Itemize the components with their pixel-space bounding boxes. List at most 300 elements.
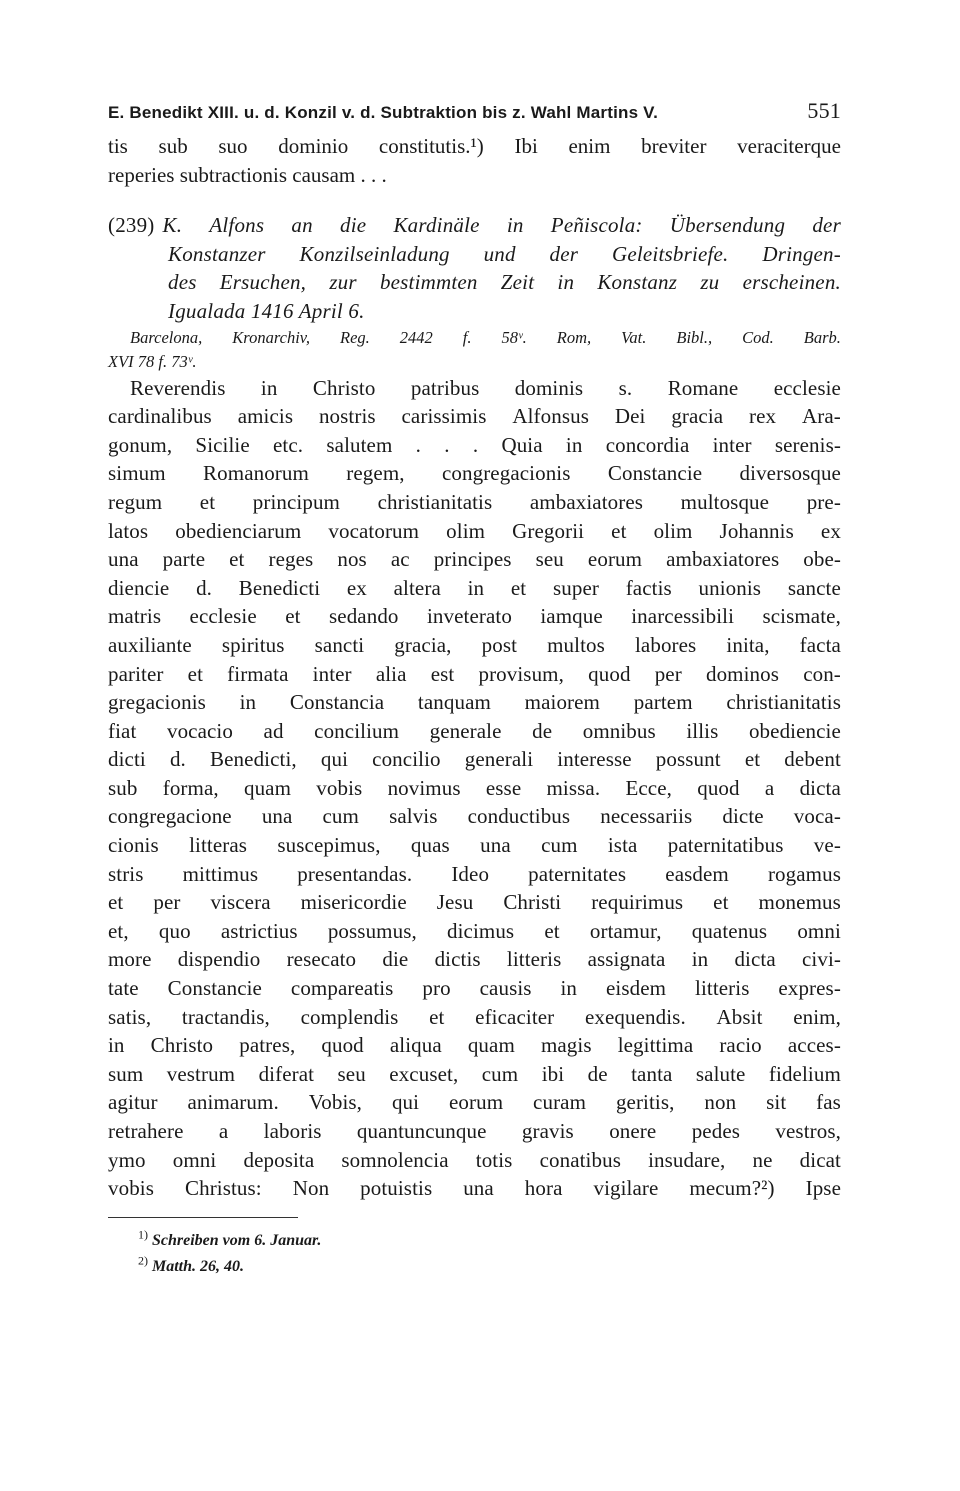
word: Christo: [150, 1033, 214, 1058]
word: .: [415, 432, 422, 457]
word: Barb.: [803, 327, 841, 347]
word: s.: [618, 375, 633, 400]
source-line: XVI 78 f. 73ᵛ.: [108, 351, 197, 371]
word: Christus:: [184, 1176, 262, 1201]
word: provisum,: [478, 661, 564, 686]
word: expres-: [778, 976, 841, 1001]
text-line: [108, 1060, 841, 1089]
word: in: [260, 375, 278, 400]
word: pariter: [108, 661, 164, 686]
word: hora: [524, 1176, 563, 1201]
word: Ipse: [805, 1176, 841, 1201]
entry-heading: [108, 211, 841, 325]
word: Quia: [501, 432, 543, 457]
word: quatenus: [691, 918, 768, 943]
word: Romane: [667, 375, 739, 400]
word: christianitatis: [726, 690, 841, 715]
word: nostris: [318, 404, 376, 429]
word: est: [430, 661, 455, 686]
word: omnibus: [582, 718, 656, 743]
text-line: [108, 1003, 841, 1032]
word: labores: [634, 632, 697, 657]
entry-number: (239): [108, 213, 155, 238]
text-line: [108, 431, 841, 460]
word: Reverendis: [130, 375, 226, 400]
word: causis: [479, 976, 532, 1001]
word: unionis: [698, 575, 762, 600]
word: partem: [633, 690, 693, 715]
word: diversosque: [739, 461, 841, 486]
word: 58ᵛ.: [501, 327, 527, 347]
word: christianitatis: [377, 489, 493, 514]
word: pro: [422, 976, 451, 1001]
word: rogamus: [767, 861, 841, 886]
text-line: [108, 945, 841, 974]
word: Romanorum: [203, 461, 309, 486]
word: generali: [464, 747, 534, 772]
word: sedando: [329, 604, 399, 629]
word: una: [480, 833, 511, 858]
word: K.: [162, 213, 183, 238]
word: in: [560, 976, 578, 1001]
word: conatibus: [539, 1147, 621, 1172]
word: vigilare: [593, 1176, 659, 1201]
text-line: [108, 860, 841, 889]
word: principum: [252, 489, 340, 514]
word: ecclesie: [773, 375, 841, 400]
word: ortamur,: [589, 918, 662, 943]
word: Bibl.,: [676, 327, 713, 347]
word: Geleitsbriefe.: [611, 241, 729, 266]
word: suscepimus,: [277, 833, 381, 858]
word: Constancia: [289, 690, 385, 715]
word: per: [654, 661, 682, 686]
word: congregacionis: [441, 461, 571, 486]
word: dispendio: [177, 947, 261, 972]
word: Ibi: [514, 134, 538, 158]
word: inter: [312, 661, 352, 686]
word: factis: [625, 575, 672, 600]
word: et: [285, 604, 301, 629]
word: in: [557, 270, 575, 295]
text-line: [108, 545, 841, 574]
word: amicis: [237, 404, 294, 429]
word: exequendis.: [584, 1004, 686, 1029]
word: more: [108, 947, 152, 972]
word: cionis: [108, 833, 159, 858]
source-citation: [108, 326, 841, 374]
word: deposita: [243, 1147, 315, 1172]
word: Alfons: [209, 213, 265, 238]
word: con-: [803, 661, 841, 686]
word: multosque: [680, 489, 770, 514]
word: de: [587, 1061, 608, 1086]
word: stris: [108, 861, 144, 886]
word: cum: [541, 833, 578, 858]
word: mittimus: [182, 861, 259, 886]
word: novimus: [387, 775, 461, 800]
word: forma,: [162, 775, 219, 800]
word: mecum?²): [689, 1176, 775, 1201]
text-line: [108, 1146, 841, 1175]
word: sit: [766, 1090, 787, 1115]
word: zu: [700, 270, 720, 295]
word: Übersendung: [669, 213, 786, 238]
word: ac: [390, 547, 410, 572]
word: litteris: [506, 947, 562, 972]
running-title: E. Benedikt XIII. u. d. Konzil v. d. Subtraktion bis z. Wahl Martins V.: [108, 103, 659, 122]
word: qui: [391, 1090, 420, 1115]
word: dicti: [108, 747, 146, 772]
word: missa.: [546, 775, 601, 800]
word: geritis,: [615, 1090, 675, 1115]
word: carissimis: [401, 404, 487, 429]
word: obe-: [803, 547, 841, 572]
word: des: [168, 270, 197, 295]
word: necessariis: [600, 804, 693, 829]
letter-text: [108, 374, 841, 1203]
word: vobis: [316, 775, 363, 800]
word: et: [229, 547, 245, 572]
word: Konzilseinladung: [299, 241, 450, 266]
word: in: [691, 947, 709, 972]
word: totis: [475, 1147, 513, 1172]
running-header: [108, 98, 841, 132]
word: breviter: [641, 134, 707, 158]
word: Cod.: [742, 327, 774, 347]
word: Reg.: [340, 327, 370, 347]
word: laboris: [263, 1119, 322, 1143]
word: esse: [485, 775, 522, 800]
word: per: [153, 890, 181, 915]
word: Benedicti: [238, 575, 321, 600]
word: cum: [481, 1061, 519, 1086]
text-line: [108, 602, 841, 631]
word: omni: [797, 918, 841, 943]
word: et: [108, 890, 124, 915]
word: tanquam: [417, 690, 491, 715]
word: ambaxiatores: [529, 489, 644, 514]
word: fas: [816, 1090, 841, 1115]
source-line: [108, 326, 841, 350]
word: dominio: [278, 134, 349, 158]
word: tractandis,: [181, 1004, 270, 1029]
word: et: [713, 890, 729, 915]
word: astrictius: [220, 918, 298, 943]
word: quantuncunque: [356, 1119, 487, 1143]
word: somnolencia: [341, 1147, 449, 1172]
word: enim,: [793, 1004, 841, 1029]
word: et: [744, 747, 761, 772]
word: vocatorum: [328, 518, 420, 543]
word: sub: [158, 134, 188, 158]
heading-line: Igualada 1416 April 6.: [168, 298, 365, 323]
word: vobis: [108, 1176, 155, 1201]
word: una: [108, 547, 139, 572]
word: Kronarchiv,: [232, 327, 311, 347]
word: eorum: [448, 1090, 504, 1115]
word: Benedicti,: [210, 747, 297, 772]
word: sub: [108, 775, 138, 800]
word: super: [552, 575, 599, 600]
word: regum: [108, 489, 163, 514]
text-line: [108, 1088, 841, 1117]
word: enim: [568, 134, 611, 158]
text-line: [108, 631, 841, 660]
word: an: [291, 213, 313, 238]
word: in: [467, 575, 485, 600]
word: resecato: [286, 947, 357, 972]
word: in: [565, 432, 583, 457]
word: tate: [108, 976, 139, 1001]
word: regem,: [346, 461, 405, 486]
word: seu: [337, 1061, 366, 1086]
word: a: [218, 1119, 229, 1143]
word: ve-: [813, 833, 841, 858]
word: acces-: [787, 1033, 841, 1058]
word: quod: [321, 1033, 364, 1058]
word: una: [261, 804, 293, 829]
word: congregacione: [108, 804, 232, 829]
heading-line: [163, 211, 842, 240]
word: litteris: [695, 976, 750, 1001]
word: matris: [108, 604, 162, 629]
word: retrahere: [108, 1119, 184, 1143]
word: facta: [799, 632, 841, 657]
heading-line: [108, 240, 841, 269]
text-line: [108, 1031, 841, 1060]
word: pedes: [691, 1119, 741, 1143]
word: possunt: [655, 747, 721, 772]
word: debent: [784, 747, 841, 772]
word: ibi: [541, 1061, 565, 1086]
word: Gregorii: [512, 518, 585, 543]
word: Rom,: [556, 327, 592, 347]
word: vocacio: [166, 718, 233, 743]
word: obedienciarum: [175, 518, 302, 543]
text-line: [108, 831, 841, 860]
word: diencie: [108, 575, 170, 600]
word: Vat.: [621, 327, 647, 347]
word: eficaciter: [475, 1004, 555, 1029]
word: requirimus: [591, 890, 684, 915]
word: omni: [172, 1147, 217, 1172]
word: qui: [320, 747, 349, 772]
word: dicte: [722, 804, 764, 829]
word: zur: [329, 270, 357, 295]
word: quod: [697, 775, 740, 800]
word: auxiliante: [108, 632, 192, 657]
word: obediencie: [748, 718, 841, 743]
heading-line: [108, 268, 841, 297]
text-line: [108, 574, 841, 603]
text-line: [108, 717, 841, 746]
word: monemus: [758, 890, 841, 915]
word: non: [704, 1090, 737, 1115]
word: firmata: [227, 661, 289, 686]
text-line: [108, 745, 841, 774]
word: iamque: [540, 604, 603, 629]
word: und: [483, 241, 516, 266]
word: salute: [695, 1061, 746, 1086]
word: paternitatibus: [667, 833, 784, 858]
word: nos: [337, 547, 367, 572]
word: parte: [162, 547, 206, 572]
text-line: [108, 132, 841, 161]
text-line: [108, 774, 841, 803]
word: Ara-: [802, 404, 841, 429]
word: una: [463, 1176, 494, 1201]
word: suo: [218, 134, 248, 158]
text-line: [108, 1174, 841, 1203]
word: patribus: [410, 375, 480, 400]
word: legittima: [617, 1033, 694, 1058]
word: curam: [533, 1090, 587, 1115]
word: der: [549, 241, 579, 266]
word: maiorem: [524, 690, 600, 715]
word: cardinalibus: [108, 404, 212, 429]
word: Christi: [503, 890, 562, 915]
text-line: [108, 917, 841, 946]
word: et: [187, 661, 204, 686]
word: spiritus: [221, 632, 285, 657]
word: excuset,: [389, 1061, 459, 1086]
word: seu: [535, 547, 564, 572]
word: die: [340, 213, 367, 238]
word: Non: [292, 1176, 330, 1201]
word: de: [532, 718, 553, 743]
word: assignata: [587, 947, 666, 972]
word: litteras: [189, 833, 248, 858]
word: Peñiscola:: [550, 213, 643, 238]
word: latos: [108, 518, 149, 543]
footnote: [108, 1228, 841, 1254]
word: conductibus: [467, 804, 571, 829]
word: dicimus: [447, 918, 515, 943]
word: dominos: [705, 661, 780, 686]
word: diferat: [258, 1061, 315, 1086]
word: et: [611, 518, 627, 543]
word: quo: [158, 918, 191, 943]
word: veraciterque: [737, 134, 841, 158]
word: Dei: [614, 404, 646, 429]
intro-text: [108, 132, 841, 189]
word: alia: [375, 661, 407, 686]
word: animarum.: [187, 1090, 279, 1115]
word: rex: [749, 404, 777, 429]
word: quod: [588, 661, 631, 686]
word: Constancie: [167, 976, 262, 1001]
word: inarcessibili: [631, 604, 735, 629]
word: racio: [719, 1033, 762, 1058]
word: simum: [108, 461, 166, 486]
spacer: [108, 189, 841, 211]
word: serenis-: [774, 432, 841, 457]
word: et: [544, 918, 560, 943]
word: possumus,: [327, 918, 417, 943]
word: scismate,: [762, 604, 841, 629]
word: dicta: [799, 775, 841, 800]
word: dicta: [734, 947, 776, 972]
word: dictis: [434, 947, 481, 972]
word: Alfonsus: [512, 404, 589, 429]
word: potuistis: [360, 1176, 433, 1201]
word: tanta: [631, 1061, 673, 1086]
word: gracia,: [394, 632, 452, 657]
word: interesse: [557, 747, 632, 772]
word: gregacionis: [108, 690, 206, 715]
word: Absit: [716, 1004, 763, 1029]
word: ymo: [108, 1147, 146, 1172]
word: concilium: [314, 718, 400, 743]
word: a: [764, 775, 775, 800]
page-content: [108, 98, 841, 1280]
word: salutem: [326, 432, 393, 457]
word: Jesu: [436, 890, 474, 915]
word: cum: [322, 804, 359, 829]
word: onere: [609, 1119, 657, 1143]
word: inter: [712, 432, 752, 457]
word: et: [429, 1004, 445, 1029]
word: in: [239, 690, 257, 715]
word: ad: [263, 718, 284, 743]
text-line: [108, 660, 841, 689]
text-line: [108, 888, 841, 917]
text-line: [108, 688, 841, 717]
text-line: [108, 974, 841, 1003]
word: Constancie: [607, 461, 703, 486]
word: et: [510, 575, 527, 600]
word: generale: [429, 718, 502, 743]
word: Ecce,: [625, 775, 672, 800]
word: multos: [547, 632, 605, 657]
word: illis: [686, 718, 719, 743]
word: principes: [433, 547, 512, 572]
word: quam: [243, 775, 292, 800]
word: in: [108, 1033, 125, 1058]
word: salvis: [389, 804, 438, 829]
word: Vobis,: [308, 1090, 363, 1115]
text-line: reperies subtractionis causam . . .: [108, 162, 387, 187]
word: Dringen-: [762, 241, 841, 266]
word: sum: [108, 1061, 144, 1086]
text-line: [108, 402, 841, 431]
word: f.: [462, 327, 472, 347]
text-line: [108, 517, 841, 546]
word: easdem: [665, 861, 729, 886]
word: concordia: [605, 432, 690, 457]
text-line: [108, 459, 841, 488]
word: complendis: [300, 1004, 399, 1029]
word: bestimmten: [379, 270, 478, 295]
word: ecclesie: [189, 604, 257, 629]
page-number: 551: [807, 98, 841, 123]
word: Ersuchen,: [219, 270, 307, 295]
text-line: [108, 374, 841, 403]
footnote-marker: 2): [138, 1253, 148, 1268]
word: ambaxiatores: [666, 547, 780, 572]
word: patres,: [239, 1033, 296, 1058]
word: fidelium: [768, 1061, 841, 1086]
word: in: [506, 213, 524, 238]
word: vestrum: [166, 1061, 236, 1086]
footnote-marker: 1): [138, 1227, 148, 1242]
word: der: [812, 213, 841, 238]
word: Konstanz: [597, 270, 678, 295]
word: gravis: [521, 1119, 574, 1143]
word: civi-: [801, 947, 841, 972]
word: et: [199, 489, 216, 514]
